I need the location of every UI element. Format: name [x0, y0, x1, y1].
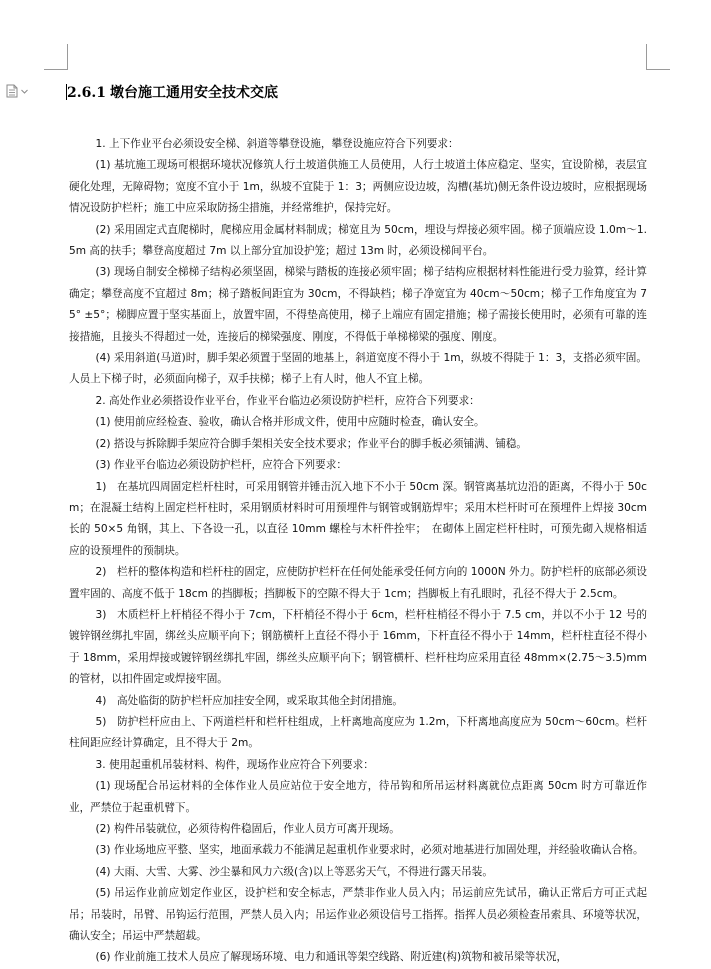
document-outline-menu[interactable] [6, 84, 28, 98]
document-icon [6, 84, 18, 98]
section-heading [66, 84, 278, 102]
paragraph: (2) 构件吊装就位，必须待构件稳固后，作业人员方可离开现场。 [95, 823, 400, 835]
paragraph: (1) 现场配合吊运材料的全体作业人员应站位于安全地方，待吊钩和所吊运材料离就位点距离 50cm 时方可靠近作业，严禁位于起重机臂下。 [69, 780, 647, 814]
paragraph: 3) 木质栏杆上杆梢径不得小于 7cm，下杆梢径不得小于 6cm，栏杆柱梢径不得小于 7.5 cm，并以不小于 12 号的镀锌钢丝绑扎牢固，绑丝头应顺平向下；钢筋横杆上直径不得小于 16mm，下杆直径不得小于 14mm，栏杆柱直径不得小于 18mm，采用焊接或镀锌钢丝绑扎牢固，绑丝头应顺平向下；钢管横杆、栏杆柱均应采用直径 48mm×(2.75～3.5)mm 的管材，以扣件固定或焊接牢固。 [69, 608, 647, 686]
heading-number: 2.6.1 [67, 85, 106, 101]
crop-mark-top-right [646, 69, 670, 70]
paragraph: 1. 上下作业平台必须设安全梯、斜道等攀登设施，攀登设施应符合下列要求： [95, 138, 459, 150]
paragraph: (2) 搭设与拆除脚手架应符合脚手架相关安全技术要求；作业平台的脚手板必须铺满、铺稳。 [95, 437, 528, 450]
heading-title: 墩台施工通用安全技术交底 [109, 85, 278, 101]
paragraph: (4) 大雨、大雪、大雾、沙尘暴和风力六级(含)以上等恶劣天气，不得进行露天吊装。 [95, 865, 493, 878]
paragraph: (1) 使用前应经检查、验收，确认合格并形成文件，使用中应随时检查，确认安全。 [95, 416, 485, 429]
paragraph: (6) 作业前施工技术人员应了解现场环境、电力和通讯等架空线路、附近建(构)筑物和被吊梁等状况， [95, 951, 568, 964]
paragraph: 2. 高处作业必须搭设作业平台，作业平台临边必须设防护栏杆，应符合下列要求： [95, 394, 480, 407]
paragraph: (4) 采用斜道(马道)时，脚手架必须置于坚固的地基上，斜道宽度不得小于 1m，纵坡不得陡于 1：3，支搭必须牢固。人员上下梯子时，必须面向梯子，双手扶梯；梯子上有人时，他人不宜上梯。 [69, 352, 647, 386]
paragraph: 5) 防护栏杆应由上、下两道栏杆和栏杆柱组成，上杆离地高度应为 1.2m，下杆离地高度应为 50cm～60cm。栏杆柱间距应经计算确定，且不得大于 2m。 [69, 715, 647, 750]
crop-mark-top-right [646, 44, 647, 70]
document-body [69, 134, 647, 969]
paragraph: 4) 高处临街的防护栏杆应加挂安全网，或采取其他全封闭措施。 [95, 694, 403, 707]
paragraph: (2) 采用固定式直爬梯时，爬梯应用金属材料制成；梯宽且为 50cm，埋设与焊接必须牢固。梯子顶端应设 1.0m～1.5m 高的扶手；攀登高度超过 7m 以上部分宜加设护笼；超过 13m 时，必须设梯间平台。 [69, 223, 647, 258]
paragraph: (3) 作业场地应平整、坚实，地面承载力不能满足起重机作业要求时，必须对地基进行加固处理，并经验收确认合格。 [95, 844, 644, 857]
paragraph: (1) 基坑施工现场可根据环境状况修筑人行土坡道供施工人员使用，人行土坡道土体应稳定、坚实，宜设阶梯，表层宜硬化处理，无障碍物；宽度不宜小于 1m，纵坡不宜陡于 1：3；两侧应设边坡，沟槽(基坑)侧无条件设边坡时，应根据现场情况设防护栏杆；施工中应采取防扬尘措施，并经常维护，保持完好。 [69, 159, 647, 215]
chevron-down-icon [21, 89, 28, 94]
paragraph: 1) 在基坑四周固定栏杆柱时，可采用钢管并锤击沉入地下不小于 50cm 深。钢管离基坑边沿的距离，不得小于 50cm；在混凝土结构上固定栏杆柱时，采用钢质材料时可用预埋件与钢管或钢筋焊牢；采用木栏杆时可在预埋件上焊接 30cm 长的 50×5 角钢，其上、下各设一孔，以直径 10mm 螺栓与木杆件拴牢； 在砌体上固定栏杆柱时，可预先砌入规格相适应的设预埋件的预制块。 [69, 480, 647, 557]
crop-mark-top-left [44, 69, 68, 70]
crop-mark-top-left [67, 44, 68, 70]
paragraph: (3) 现场自制安全梯梯子结构必须坚固，梯梁与踏板的连接必须牢固；梯子结构应根据材料性能进行受力验算，经计算确定；攀登高度不宜超过 8m；梯子踏板间距宜为 30cm，不得缺档；梯子净宽宜为 40cm～50cm；梯子工作角度宜为 75° ±5°；梯脚应置于坚实基面上，放置牢固，不得垫高使用，梯子上端应有固定措施；梯子需接长使用时，必须有可靠的连接措施，且接头不得超过一处，连接后的梯梁强度、刚度，不得低于单梯梯梁的强度、刚度。 [69, 266, 647, 343]
paragraph: 3. 使用起重机吊装材料、构件，现场作业应符合下列要求： [95, 758, 374, 771]
paragraph: 2) 栏杆的整体构造和栏杆柱的固定，应使防护栏杆在任何处能承受任何方向的 1000N 外力。防护栏杆的底部必须设置牢固的、高度不低于 18cm 的挡脚板；挡脚板下的空隙不得大于 1cm；挡脚板上有孔眼时，孔径不得大于 2.5cm。 [69, 566, 647, 600]
paragraph: (3) 作业平台临边必须设防护栏杆，应符合下列要求： [95, 459, 347, 472]
paragraph: (5) 吊运作业前应划定作业区，设护栏和安全标志，严禁非作业人员入内；吊运前应先试吊，确认正常后方可正式起吊；吊装时，吊臂、吊钩运行范围，严禁人员入内；吊运作业必须设信号工指挥。指挥人员必须检查吊索具、环境等状况，确认安全；吊运中严禁超载。 [69, 887, 647, 943]
